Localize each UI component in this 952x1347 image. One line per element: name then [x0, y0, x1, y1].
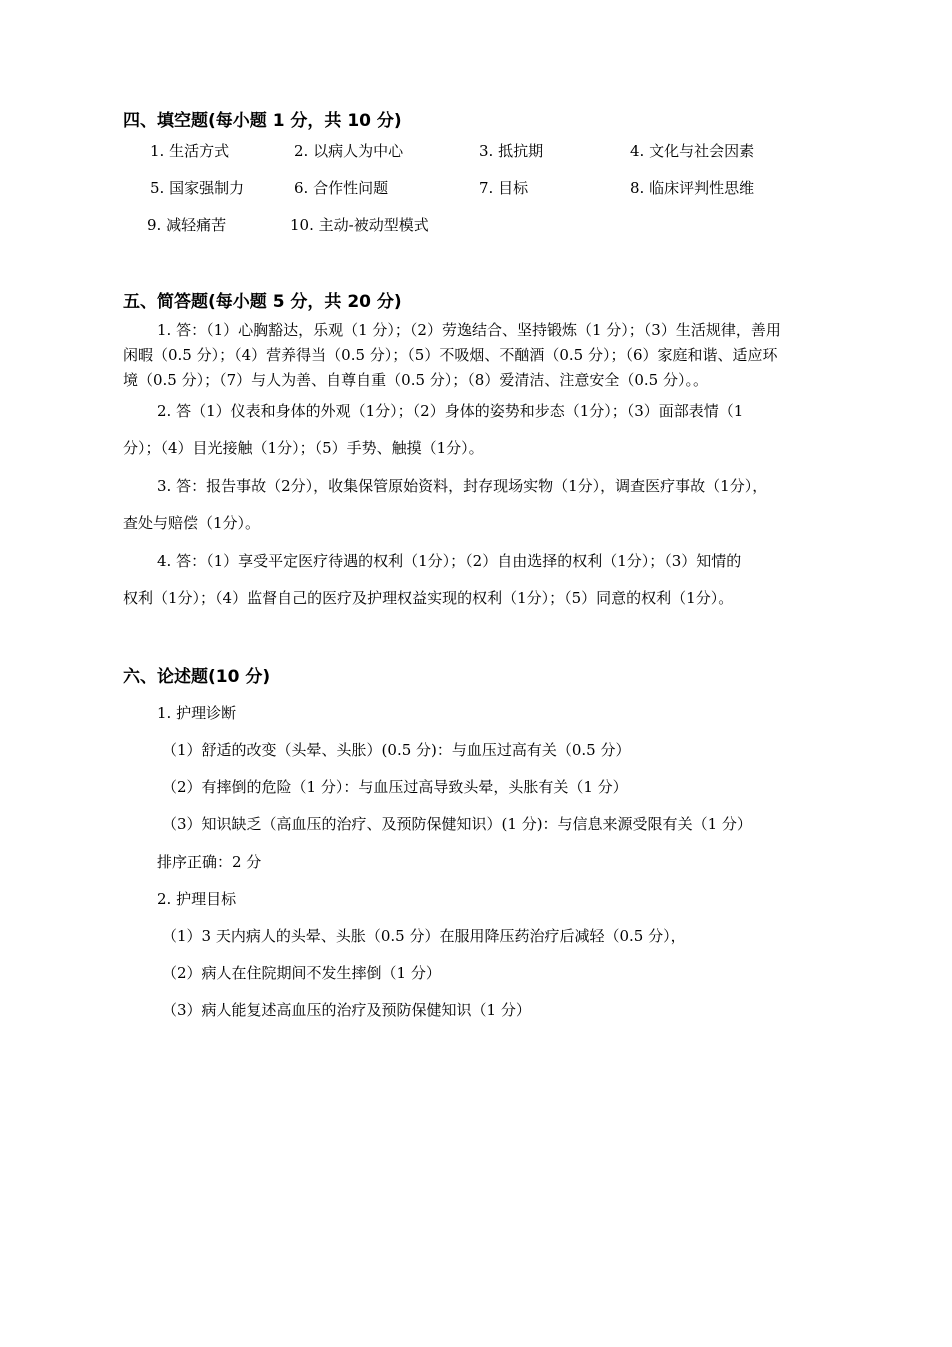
short-answer-2	[123, 393, 841, 467]
fill-blank-answer: 9. 减轻痛苦	[147, 216, 227, 234]
answer-line: 境（0.5 分）；（7）与人为善、自尊自重（0.5 分）；（8）爱清洁、注意安全（0.5 分）。。	[123, 371, 708, 389]
essay-subheading: 2. 护理目标	[157, 890, 237, 908]
answer-line: 4. 答：（1）享受平定医疗待遇的权利（1分）；（2）自由选择的权利（1分）；（3）知情的	[157, 552, 742, 570]
nursing-diagnosis-item: （1）舒适的改变（头晕、头胀）(0.5 分)：与血压过高有关（0.5 分）	[162, 741, 631, 759]
fill-blank-answer: 3. 抵抗期	[479, 142, 544, 160]
fill-blank-answer: 7. 目标	[479, 179, 529, 197]
fill-blank-answer: 10. 主动-被动型模式	[290, 216, 429, 234]
fill-blank-answer: 5. 国家强制力	[150, 179, 245, 197]
answer-line: 查处与赔偿（1分）。	[123, 514, 261, 532]
nursing-goal-item: （2）病人在住院期间不发生摔倒（1 分）	[162, 964, 441, 982]
section-heading-fill-blank: 四、填空题(每小题 1 分，共 10 分)	[123, 111, 402, 131]
nursing-goal-item: （3）病人能复述高血压的治疗及预防保健知识（1 分）	[162, 1001, 531, 1019]
nursing-diagnosis-item: （2）有摔倒的危险（1 分）：与血压过高导致头晕，头胀有关（1 分）	[162, 778, 628, 796]
fill-blank-answer: 4. 文化与社会因素	[630, 142, 755, 160]
answer-line: 权利（1分）；（4）监督自己的医疗及护理权益实现的权利（1分）；（5）同意的权利（1分）。	[123, 589, 734, 607]
short-answer-1	[123, 318, 841, 393]
fill-blank-answer: 6. 合作性问题	[294, 179, 389, 197]
short-answer-4	[123, 543, 841, 617]
fill-blank-answer: 1. 生活方式	[150, 142, 230, 160]
nursing-goal-item: （1）3 天内病人的头晕、头胀（0.5 分）在服用降压药治疗后减轻（0.5 分），	[162, 927, 686, 945]
fill-blank-answer: 8. 临床评判性思维	[630, 179, 755, 197]
answer-line: 分）；（4）目光接触（1分）；（5）手势、触摸（1分）。	[123, 439, 484, 457]
nursing-diagnosis-item: （3）知识缺乏（高血压的治疗、及预防保健知识）(1 分)：与信息来源受限有关（1 分）	[162, 815, 752, 833]
section-heading-short-answer: 五、简答题(每小题 5 分，共 20 分)	[123, 292, 402, 312]
ordering-score: 排序正确：2 分	[157, 853, 262, 871]
essay-subheading: 1. 护理诊断	[157, 704, 237, 722]
answer-line: 闲暇（0.5 分）；（4）营养得当（0.5 分）；（5）不吸烟、不酗酒（0.5 分）；（6）家庭和谐、适应环	[123, 346, 778, 364]
answer-line: 2. 答（1）仪表和身体的外观（1分）；（2）身体的姿势和步态（1分）；（3）面部表情（1	[157, 402, 744, 420]
answer-line: 3. 答：报告事故（2分），收集保管原始资料，封存现场实物（1分），调查医疗事故（1分），	[157, 477, 768, 495]
fill-blank-answer: 2. 以病人为中心	[294, 142, 404, 160]
short-answer-3	[123, 468, 841, 542]
section-heading-essay: 六、论述题(10 分)	[123, 667, 271, 687]
answer-line: 1. 答：（1）心胸豁达，乐观（1 分）；（2）劳逸结合、坚持锻炼（1 分）；（3）生活规律，善用	[157, 321, 781, 339]
